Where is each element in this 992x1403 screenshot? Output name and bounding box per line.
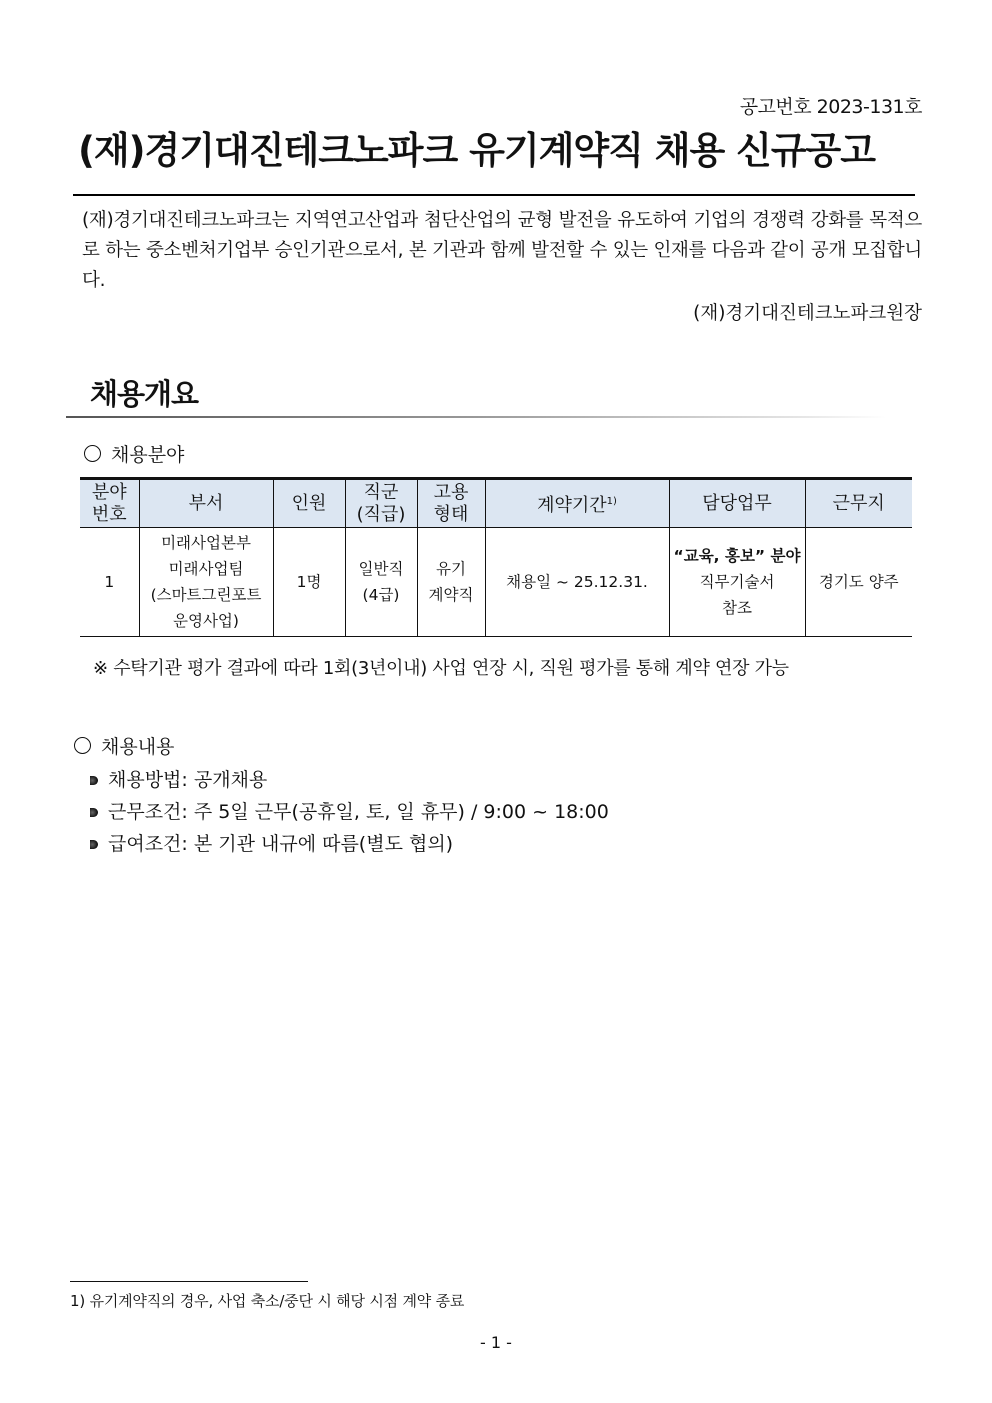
cell-line: (스마트그린포트 bbox=[150, 586, 262, 604]
header-field-no bbox=[80, 479, 139, 528]
header-text: 번호 bbox=[91, 503, 127, 525]
footnote-ref: 1) bbox=[606, 495, 617, 507]
notice-number: 공고번호 2023-131호 bbox=[739, 96, 922, 118]
footnote: 1) 유기계약직의 경우, 사업 축소/중단 시 해당 시점 계약 종료 bbox=[70, 1292, 465, 1310]
cell-line: 계약직 bbox=[428, 586, 474, 604]
circle-bullet-icon bbox=[84, 445, 101, 462]
recruitment-table bbox=[80, 477, 912, 637]
header-contract-period bbox=[485, 479, 669, 528]
half-circle-bullet-icon bbox=[90, 776, 98, 785]
cell-line: 직무기술서 bbox=[699, 573, 775, 591]
header-employment-type bbox=[417, 479, 485, 528]
cell-line: 운영사업) bbox=[173, 612, 239, 630]
cell-line: (4급) bbox=[362, 586, 400, 604]
cell-line: “교육, 홍보” 분야 bbox=[673, 547, 801, 565]
cell-line: 참조 bbox=[722, 599, 752, 617]
page-number: - 1 - bbox=[480, 1333, 512, 1352]
list-item-text: 채용방법: 공개채용 bbox=[108, 769, 268, 791]
extension-note: ※ 수탁기관 평가 결과에 따라 1회(3년이내) 사업 연장 시, 직원 평가를 통해 계약 연장 가능 bbox=[93, 658, 789, 679]
cell-job-group bbox=[345, 528, 417, 637]
section-heading-overview: 채용개요 bbox=[90, 377, 199, 411]
header-text: (직급) bbox=[356, 503, 406, 525]
section-divider bbox=[66, 416, 886, 418]
header-duties: 담당업무 bbox=[669, 479, 805, 528]
subsection-heading-content bbox=[74, 732, 174, 759]
cell-line: 미래사업본부 bbox=[161, 534, 251, 552]
list-item bbox=[90, 828, 609, 860]
header-text: 직군 bbox=[363, 481, 399, 503]
cell-employment-type bbox=[417, 528, 485, 637]
list-item-text: 근무조건: 주 5일 근무(공휴일, 토, 일 휴무) / 9:00 ~ 18:00 bbox=[108, 801, 609, 823]
header-headcount: 인원 bbox=[273, 479, 345, 528]
footnote-divider bbox=[70, 1281, 308, 1282]
half-circle-bullet-icon bbox=[90, 808, 98, 817]
header-text: 분야 bbox=[91, 481, 127, 503]
list-item bbox=[90, 764, 609, 796]
cell-line: 일반직 bbox=[358, 560, 404, 578]
cell-headcount: 1명 bbox=[273, 528, 345, 637]
subsection-label: 채용분야 bbox=[111, 444, 185, 466]
cell-duties bbox=[669, 528, 805, 637]
page-title: (재)경기대진테크노파크 유기계약직 채용 신규공고 bbox=[78, 129, 876, 172]
cell-contract-period: 채용일 ~ 25.12.31. bbox=[485, 528, 669, 637]
header-location: 근무지 bbox=[805, 479, 912, 528]
table-header-row bbox=[80, 479, 912, 528]
header-text: 형태 bbox=[433, 503, 469, 525]
cell-department bbox=[139, 528, 273, 637]
cell-field-no: 1 bbox=[80, 528, 139, 637]
intro-paragraph: (재)경기대진테크노파크는 지역연고산업과 첨단산업의 균형 발전을 유도하여 기업의 경쟁력 강화를 목적으로 하는 중소벤처기업부 승인기관으로서, 본 기관과 함께 발전할 수 있는 인재를 다음과 같이 공개 모집합니다. bbox=[82, 210, 922, 291]
content-list bbox=[90, 764, 609, 860]
title-divider bbox=[73, 194, 915, 196]
table-row bbox=[80, 528, 912, 637]
list-item-text: 급여조건: 본 기관 내규에 따름(별도 협의) bbox=[108, 833, 454, 855]
subsection-heading-field bbox=[84, 440, 184, 467]
cell-location: 경기도 양주 bbox=[805, 528, 912, 637]
half-circle-bullet-icon bbox=[90, 840, 98, 849]
header-department: 부서 bbox=[139, 479, 273, 528]
cell-line: 미래사업팀 bbox=[168, 560, 244, 578]
header-text: 계약기간 bbox=[537, 494, 607, 516]
signature: (재)경기대진테크노파크원장 bbox=[693, 303, 922, 324]
cell-line: 유기 bbox=[436, 560, 466, 578]
subsection-label: 채용내용 bbox=[101, 736, 175, 758]
circle-bullet-icon bbox=[74, 737, 91, 754]
list-item bbox=[90, 796, 609, 828]
header-text: 고용 bbox=[433, 481, 469, 503]
header-job-group bbox=[345, 479, 417, 528]
